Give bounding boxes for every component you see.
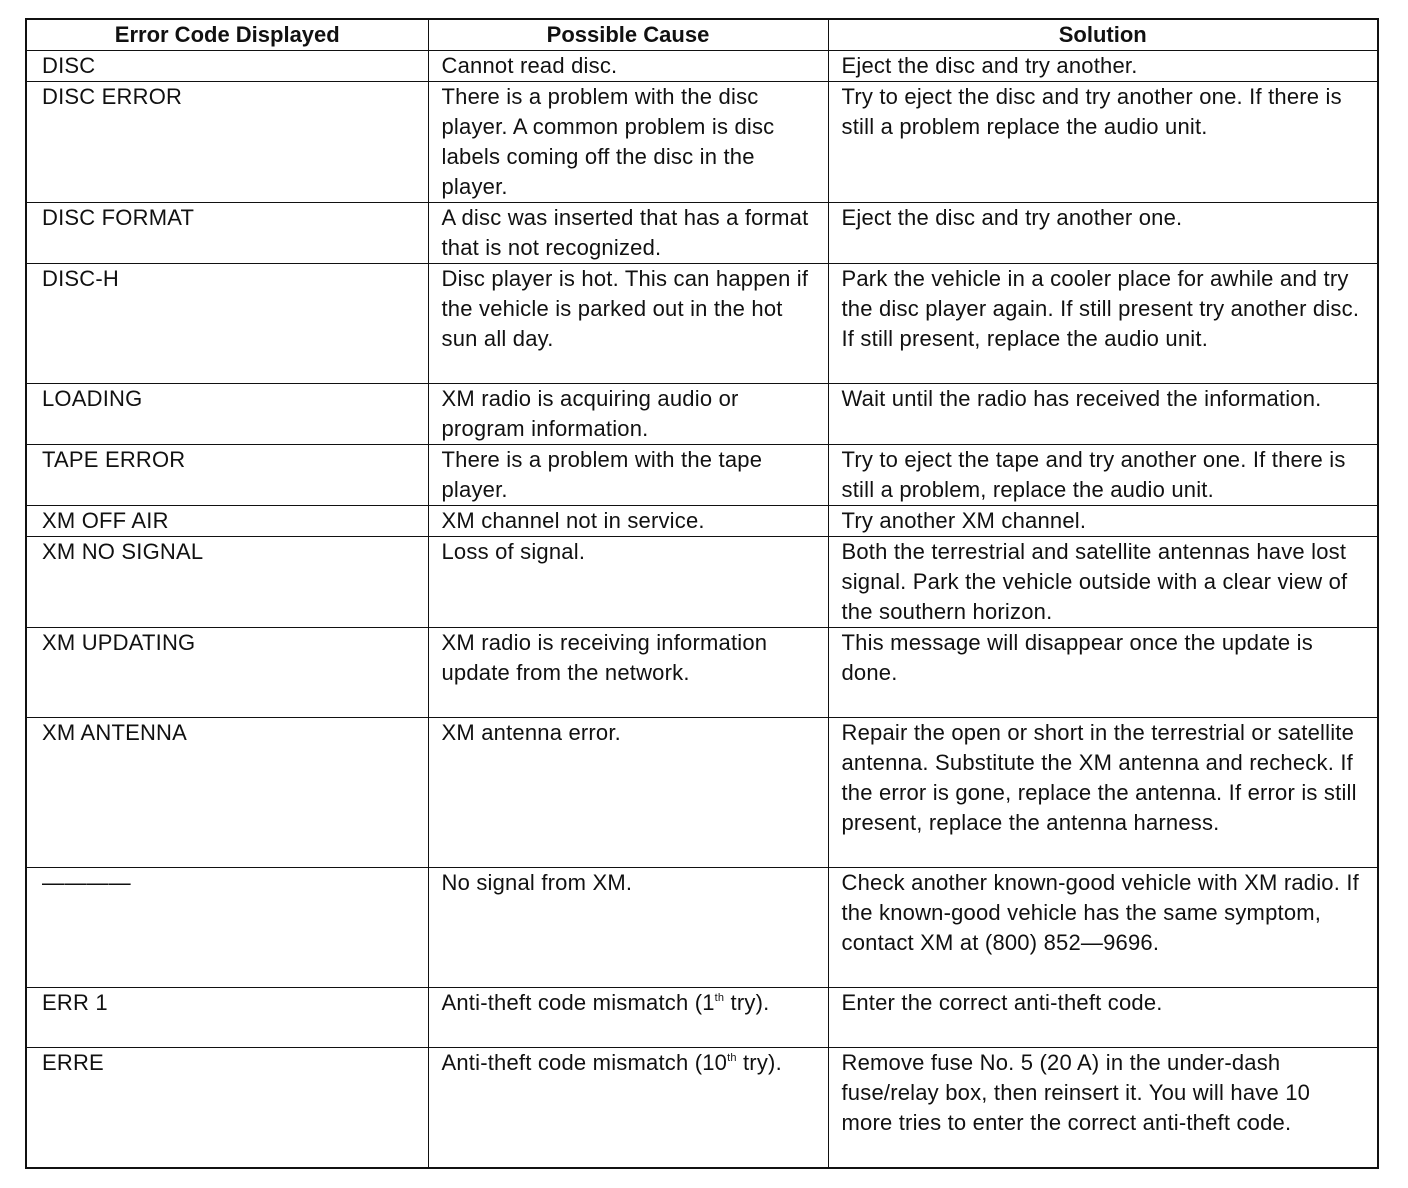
error-code: XM ANTENNA <box>26 718 428 868</box>
possible-cause: XM channel not in service. <box>428 506 828 537</box>
error-code: XM OFF AIR <box>26 506 428 537</box>
possible-cause <box>428 988 828 1048</box>
cause-text-end: try). <box>736 1050 782 1075</box>
possible-cause: No signal from XM. <box>428 868 828 988</box>
table-row <box>26 445 1378 506</box>
table-row <box>26 506 1378 537</box>
header-possible-cause: Possible Cause <box>428 19 828 51</box>
table-row <box>26 988 1378 1048</box>
solution: This message will disappear once the update is done. <box>828 628 1378 718</box>
error-code: DISC-H <box>26 264 428 384</box>
error-code: XM UPDATING <box>26 628 428 718</box>
solution: Repair the open or short in the terrestrial or satellite antenna. Substitute the XM antenna and recheck. If the error is gone, replace the antenna. If error is still present, replace the antenna harness. <box>828 718 1378 868</box>
possible-cause: There is a problem with the tape player. <box>428 445 828 506</box>
table-row <box>26 203 1378 264</box>
solution: Enter the correct anti-theft code. <box>828 988 1378 1048</box>
possible-cause: XM radio is receiving information update from the network. <box>428 628 828 718</box>
error-code: TAPE ERROR <box>26 445 428 506</box>
error-code: DISC FORMAT <box>26 203 428 264</box>
solution: Try to eject the disc and try another one. If there is still a problem replace the audio unit. <box>828 82 1378 203</box>
solution: Try another XM channel. <box>828 506 1378 537</box>
error-code: XM NO SIGNAL <box>26 537 428 628</box>
header-error-code: Error Code Displayed <box>26 19 428 51</box>
ordinal-suffix: th <box>714 992 725 1004</box>
possible-cause: XM antenna error. <box>428 718 828 868</box>
table-row <box>26 868 1378 988</box>
solution: Eject the disc and try another one. <box>828 203 1378 264</box>
document-page <box>25 18 1377 1169</box>
possible-cause: There is a problem with the disc player. A common problem is disc labels coming off the disc in the player. <box>428 82 828 203</box>
cause-text: Anti-theft code mismatch (1 <box>441 990 715 1015</box>
possible-cause: A disc was inserted that has a format that is not recognized. <box>428 203 828 264</box>
ordinal-suffix: th <box>727 1052 737 1064</box>
error-code: ———— <box>26 868 428 988</box>
solution: Park the vehicle in a cooler place for awhile and try the disc player again. If still present try another disc. If still present, replace the audio unit. <box>828 264 1378 384</box>
table-row <box>26 384 1378 445</box>
table-row <box>26 82 1378 203</box>
possible-cause: Cannot read disc. <box>428 51 828 82</box>
cause-text: Anti-theft code mismatch (10 <box>441 1050 728 1075</box>
error-code: DISC <box>26 51 428 82</box>
error-code-table <box>25 18 1379 1169</box>
header-row <box>26 19 1378 51</box>
error-code: ERR 1 <box>26 988 428 1048</box>
solution: Try to eject the tape and try another one. If there is still a problem, replace the audio unit. <box>828 445 1378 506</box>
error-code: LOADING <box>26 384 428 445</box>
error-code: ERRE <box>26 1048 428 1168</box>
possible-cause: XM radio is acquiring audio or program information. <box>428 384 828 445</box>
possible-cause: Disc player is hot. This can happen if the vehicle is parked out in the hot sun all day. <box>428 264 828 384</box>
table-row <box>26 264 1378 384</box>
possible-cause: Loss of signal. <box>428 537 828 628</box>
solution: Check another known-good vehicle with XM radio. If the known-good vehicle has the same symptom, contact XM at (800) 852—9696. <box>828 868 1378 988</box>
possible-cause <box>428 1048 828 1168</box>
table-row <box>26 1048 1378 1168</box>
table-row <box>26 628 1378 718</box>
header-solution: Solution <box>828 19 1378 51</box>
table-row <box>26 718 1378 868</box>
table-row <box>26 51 1378 82</box>
solution: Wait until the radio has received the information. <box>828 384 1378 445</box>
solution: Eject the disc and try another. <box>828 51 1378 82</box>
cause-text-end: try). <box>724 990 770 1015</box>
solution: Remove fuse No. 5 (20 A) in the under-dash fuse/relay box, then reinsert it. You will have 10 more tries to enter the correct anti-theft code. <box>828 1048 1378 1168</box>
table-row <box>26 537 1378 628</box>
error-code: DISC ERROR <box>26 82 428 203</box>
solution: Both the terrestrial and satellite antennas have lost signal. Park the vehicle outside with a clear view of the southern horizon. <box>828 537 1378 628</box>
